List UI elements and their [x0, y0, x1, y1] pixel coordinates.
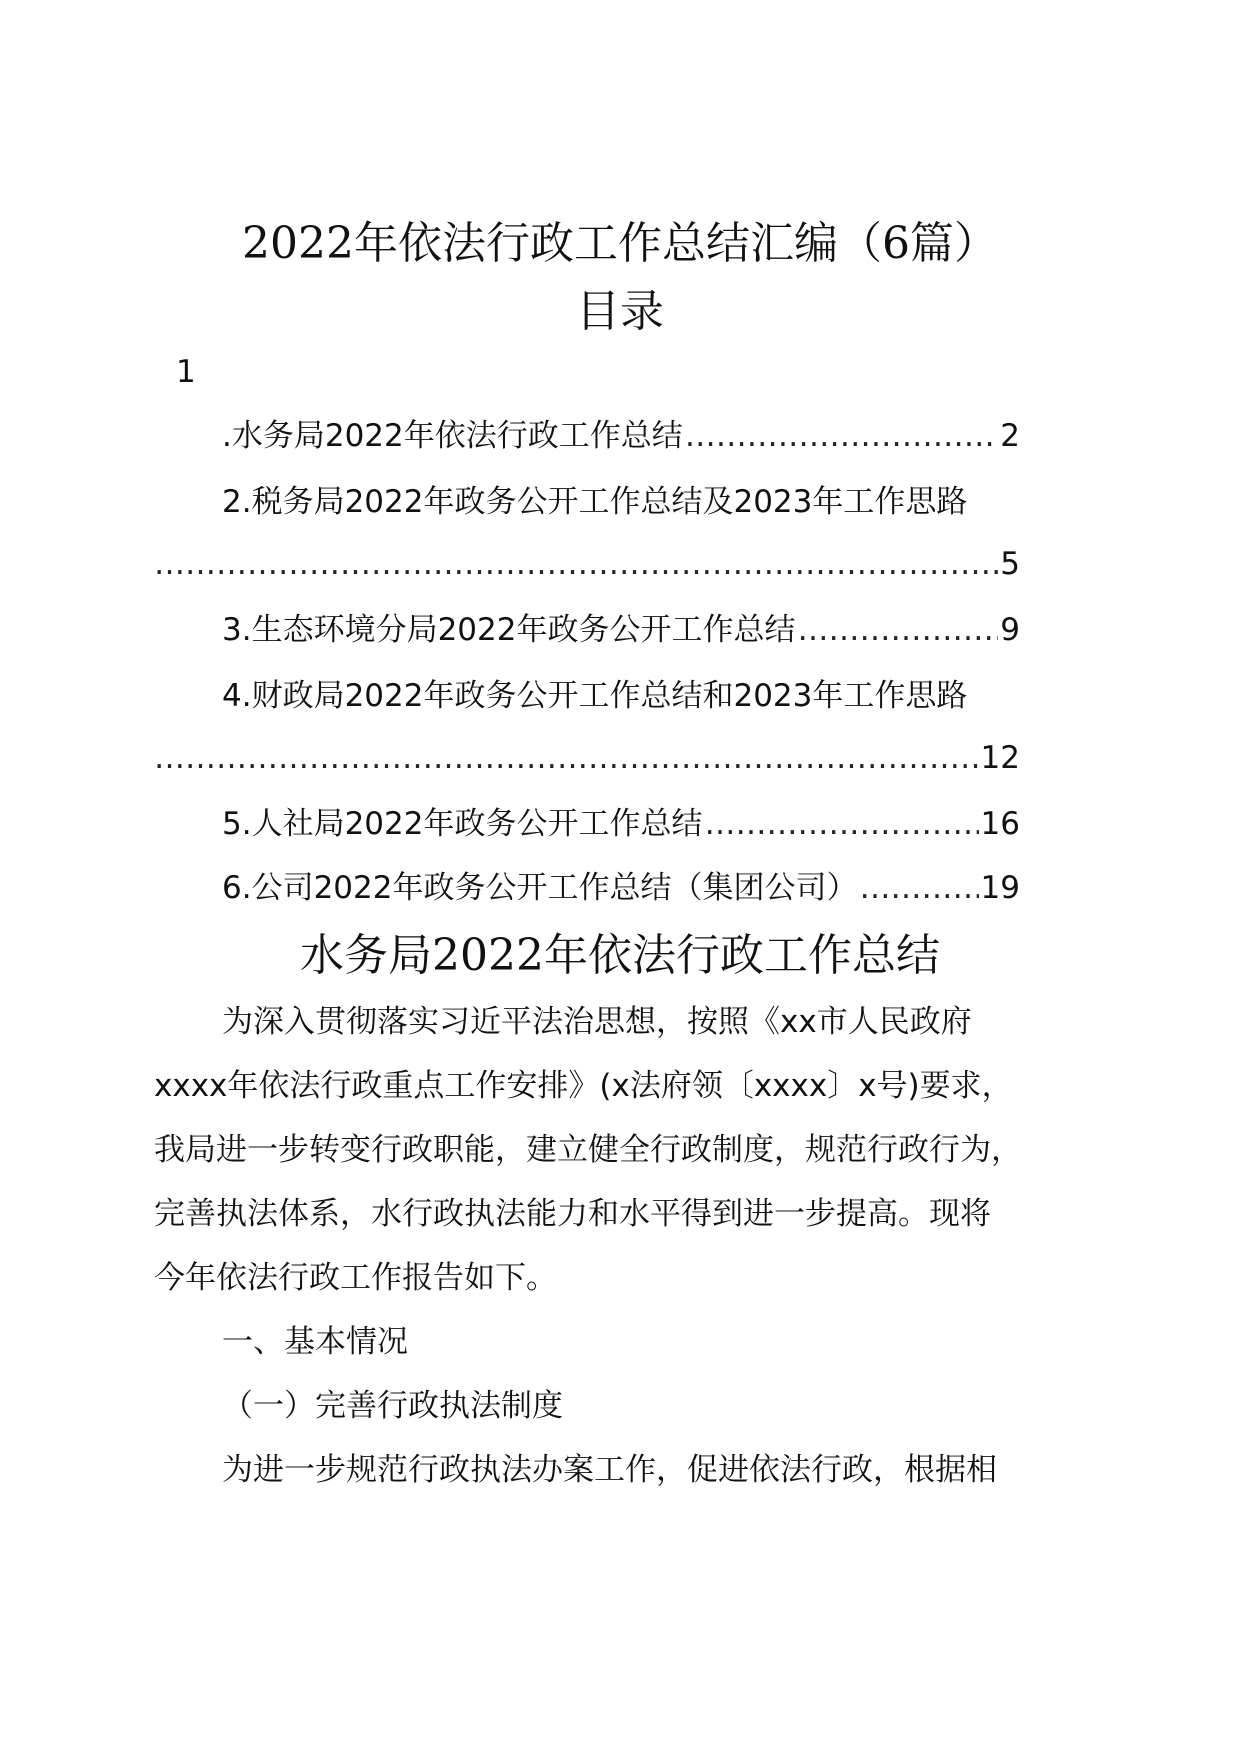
toc-prefix: 1 [176, 354, 196, 390]
toc-entry-1[interactable] [222, 418, 1020, 455]
toc-entry-2-continuation [154, 546, 1020, 583]
toc-page-number: 2 [1000, 418, 1020, 454]
toc-page-number: 9 [1000, 612, 1020, 648]
toc-page-number: 12 [980, 740, 1020, 776]
heading-basic-situation: 一、基本情况 [222, 1324, 408, 1360]
toc-entry-label: 5.人社局2022年政务公开工作总结 [222, 806, 703, 842]
body-line-4: 完善执法体系，水行政执法能力和水平得到进一步提高。现将 [154, 1196, 991, 1232]
toc-page-number: 19 [980, 870, 1020, 906]
toc-entry-4[interactable]: 4.财政局2022年政务公开工作总结和2023年工作思路 [222, 678, 968, 714]
toc-leader-dots [859, 870, 978, 907]
toc-entry-6[interactable] [222, 870, 1020, 907]
section-title: 水务局2022年依法行政工作总结 [300, 930, 940, 981]
toc-entry-label: 3.生态环境分局2022年政务公开工作总结 [222, 612, 796, 648]
toc-entry-label: .水务局2022年依法行政工作总结 [222, 418, 683, 454]
toc-entry-4-continuation [154, 740, 1020, 777]
main-title: 2022年依法行政工作总结汇编（6篇） [242, 218, 998, 269]
toc-page-number: 16 [980, 806, 1020, 842]
toc-leader-dots [704, 806, 978, 843]
body-line-1: 为深入贯彻落实习近平法治思想，按照《xx市人民政府 [222, 1004, 972, 1040]
body-line-5: 今年依法行政工作报告如下。 [154, 1260, 557, 1296]
subheading-enforcement-system: （一）完善行政执法制度 [222, 1388, 563, 1424]
toc-leader-dots [154, 546, 998, 583]
body-line-3: 我局进一步转变行政职能，建立健全行政制度，规范行政行为， [154, 1132, 1022, 1168]
body-line-2: xxxx年依法行政重点工作安排》(x法府领〔xxxx〕x号)要求， [154, 1068, 1013, 1104]
toc-leader-dots [154, 740, 979, 777]
toc-heading: 目录 [576, 286, 664, 337]
toc-entry-3[interactable] [222, 612, 1020, 649]
toc-leader-dots [797, 612, 998, 649]
toc-entry-label: 6.公司2022年政务公开工作总结（集团公司） [222, 870, 858, 906]
toc-page-number: 5 [1000, 546, 1020, 582]
toc-leader-dots [685, 418, 999, 455]
body-line-8: 为进一步规范行政执法办案工作，促进依法行政，根据相 [222, 1452, 997, 1488]
toc-entry-5[interactable] [222, 806, 1020, 843]
toc-entry-2[interactable]: 2.税务局2022年政务公开工作总结及2023年工作思路 [222, 484, 968, 520]
